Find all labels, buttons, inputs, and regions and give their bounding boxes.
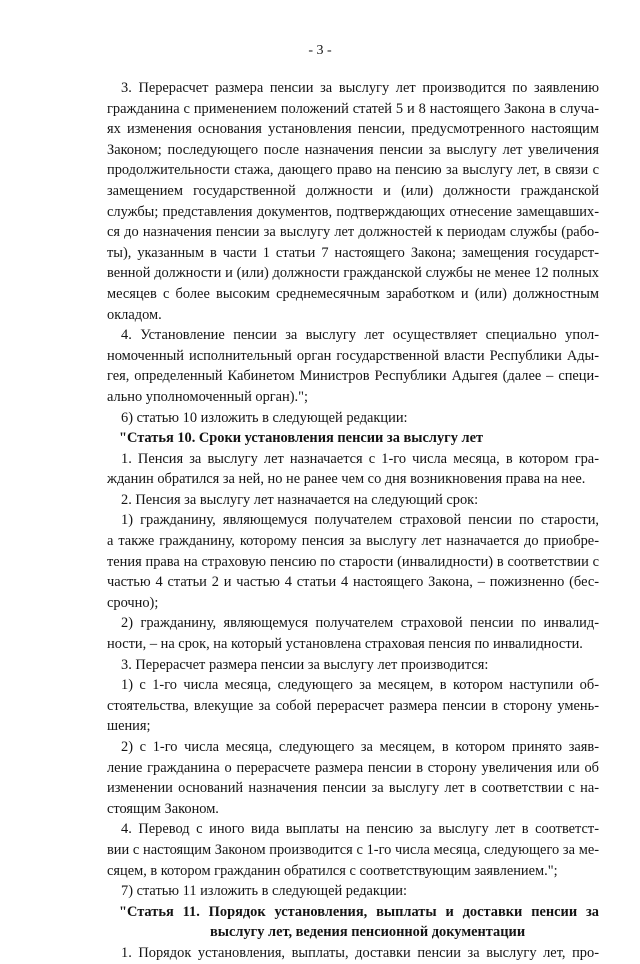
text-line: 1) гражданину, являющемуся получателем страховой пенсии по старости, bbox=[121, 512, 599, 529]
text-line: 6) статью 10 изложить в следующей редакции: bbox=[121, 409, 408, 426]
text-line: 1. Порядок установления, выплаты, доставки пенсии за выслугу лет, про- bbox=[121, 944, 599, 961]
page-number: - 3 - bbox=[308, 43, 332, 58]
article-heading-line: "Статья 10. Сроки установления пенсии за выслугу лет bbox=[119, 430, 484, 447]
text-line: 1. Пенсия за выслугу лет назначается с 1-го числа месяца, в котором гра- bbox=[121, 450, 599, 467]
text-line: ты), указанным в части 1 статьи 7 настоящего Закона; замещения государст- bbox=[107, 244, 599, 261]
text-line: замещением государственной должности и (или) должности гражданской bbox=[107, 182, 599, 199]
text-line: шения; bbox=[107, 718, 151, 735]
article-heading-line: выслугу лет, ведения пенсионной документации bbox=[210, 924, 526, 941]
text-line: а также гражданину, которому пенсия за выслугу лет назначается до приобре- bbox=[107, 533, 599, 550]
text-line: 2) гражданину, являющемуся получателем страховой пенсии по инвалид- bbox=[121, 615, 599, 632]
text-line: жданин обратился за ней, но не ранее чем со дня возникновения права на нее. bbox=[107, 471, 586, 488]
text-line: продолжительности стажа, дающего право на пенсию за выслугу лет, в связи с bbox=[107, 162, 599, 179]
text-line: частью 4 статьи 2 и частью 4 статьи 4 настоящего Закона, – пожизненно (бес- bbox=[107, 574, 599, 591]
text-line: тения права на страховую пенсию по старости (инвалидности) в соответствии с bbox=[107, 553, 599, 570]
text-line: ся до назначения пенсии за выслугу лет должностей к периодам службы (рабо- bbox=[107, 224, 599, 241]
text-line: ности, – на срок, на который установлена страховая пенсия по инвалидности. bbox=[107, 636, 583, 653]
text-line: стоящим Законом. bbox=[107, 800, 219, 817]
text-line: вии с настоящим Законом производится с 1-го числа месяца, следующего за ме- bbox=[107, 841, 599, 858]
text-line: 4. Установление пенсии за выслугу лет осуществляет специально упол- bbox=[121, 327, 599, 344]
text-line: гражданина с применением положений статей 5 и 8 настоящего Закона в случа- bbox=[107, 100, 599, 117]
text-line: Законом; последующего после назначения пенсии за выслугу лет увеличения bbox=[107, 141, 599, 158]
text-line: гея, определенный Кабинетом Министров Республики Адыгея (далее – специ- bbox=[107, 368, 599, 385]
article-heading-line: "Статья 11. Порядок установления, выплаты и доставки пенсии за bbox=[119, 903, 599, 920]
text-line: 4. Перевод с иного вида выплаты на пенсию за выслугу лет в соответст- bbox=[121, 821, 599, 838]
text-line: 7) статью 11 изложить в следующей редакции: bbox=[121, 883, 407, 900]
text-line: сяцем, в котором гражданин обратился с соответствующим заявлением."; bbox=[107, 862, 558, 879]
text-line: стоятельства, влекущие за собой перерасчет размера пенсии в сторону умень- bbox=[107, 697, 599, 714]
text-line: ях изменения основания установления пенсии, предусмотренного настоящим bbox=[107, 121, 599, 138]
text-line: 2. Пенсия за выслугу лет назначается на следующий срок: bbox=[121, 491, 479, 508]
text-line: службы; представления документов, подтверждающих отнесение замещавших- bbox=[107, 203, 599, 220]
document-text bbox=[107, 78, 599, 964]
text-line: изменении оснований назначения пенсии за выслугу лет в соответствии с на- bbox=[107, 780, 599, 797]
text-line: 3. Перерасчет размера пенсии за выслугу лет производится: bbox=[121, 656, 489, 673]
text-line: ление гражданина о перерасчете размера пенсии в сторону увеличения или об bbox=[107, 759, 599, 776]
text-line: венной должности и (или) должности гражданской службы не менее 12 полных bbox=[107, 265, 599, 282]
text-line: ально уполномоченный орган)."; bbox=[107, 388, 309, 405]
text-line: 3. Перерасчет размера пенсии за выслугу лет производится по заявлению bbox=[121, 80, 599, 96]
text-line: номоченный исполнительный орган государственной власти Республики Ады- bbox=[107, 347, 599, 364]
text-line: месяцев с более высоким среднемесячным заработком и (или) должностным bbox=[107, 285, 599, 302]
text-line: срочно); bbox=[107, 594, 159, 611]
text-line: 2) с 1-го числа месяца, следующего за месяцем, в котором принято заяв- bbox=[121, 739, 599, 755]
text-line: окладом. bbox=[107, 306, 162, 323]
text-line: 1) с 1-го числа месяца, следующего за месяцем, в котором наступили об- bbox=[121, 677, 599, 694]
